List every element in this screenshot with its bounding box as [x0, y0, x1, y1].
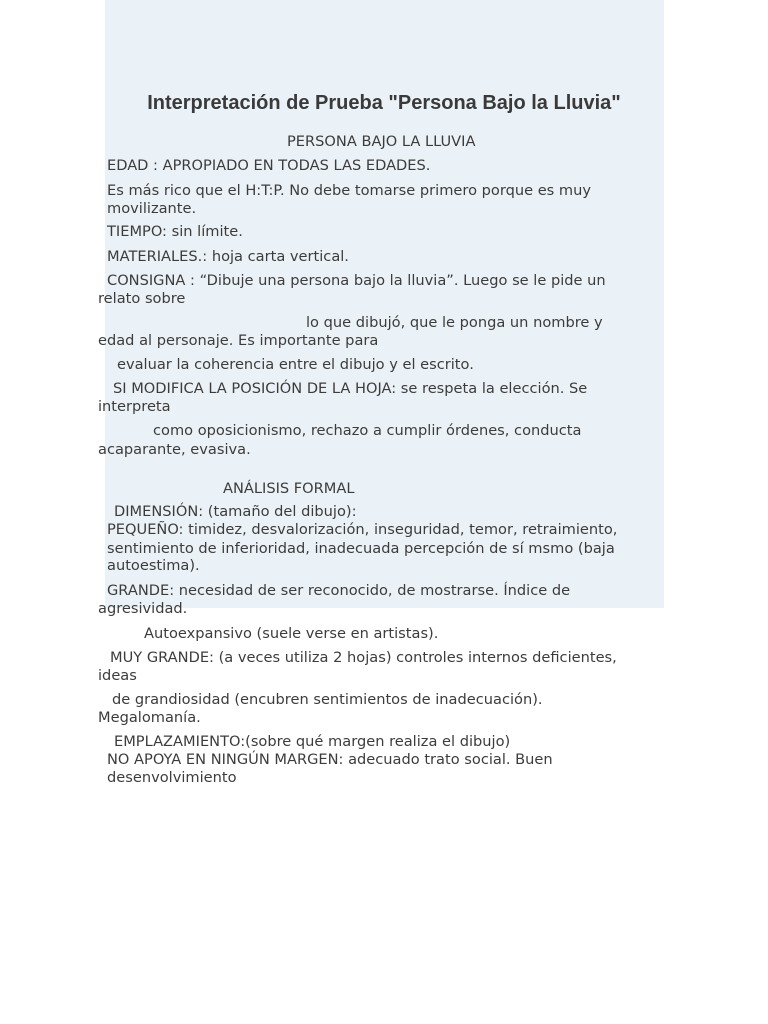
text-line: como oposicionismo, rechazo a cumplir órdenes, conducta: [153, 422, 582, 439]
text-line: interpreta: [98, 398, 171, 415]
text-line: evaluar la coherencia entre el dibujo y el escrito.: [117, 356, 474, 373]
text-line: autoestima).: [107, 557, 200, 574]
text-line: NO APOYA EN NINGÚN MARGEN: adecuado trato social. Buen: [107, 751, 553, 768]
text-line: DIMENSIÓN: (tamaño del dibujo):: [114, 503, 357, 520]
text-line: GRANDE: necesidad de ser reconocido, de mostrarse. Índice de: [107, 582, 571, 599]
text-line: acaparante, evasiva.: [98, 441, 251, 458]
text-line: EDAD : APROPIADO EN TODAS LAS EDADES.: [107, 157, 431, 174]
text-line: Megalomanía.: [98, 709, 201, 726]
section-heading: ANÁLISIS FORMAL: [223, 480, 355, 497]
text-line: lo que dibujó, que le ponga un nombre y: [306, 314, 603, 331]
text-line: SI MODIFICA LA POSICIÓN DE LA HOJA: se respeta la elección. Se: [113, 380, 588, 397]
text-line: sentimiento de inferioridad, inadecuada percepción de sí msmo (baja: [107, 540, 615, 557]
text-line: Es más rico que el H:T:P. No debe tomarse primero porque es muy: [107, 182, 592, 199]
page-title: Interpretación de Prueba "Persona Bajo la Lluvia": [147, 92, 621, 114]
text-line: ideas: [98, 667, 137, 684]
text-line: MUY GRANDE: (a veces utiliza 2 hojas) controles internos deficientes,: [110, 649, 617, 666]
text-line: desenvolvimiento: [107, 769, 237, 786]
text-line: TIEMPO: sin límite.: [107, 223, 243, 240]
text-line: movilizante.: [107, 200, 197, 217]
text-line: de grandiosidad (encubren sentimientos de inadecuación).: [112, 691, 543, 708]
text-line: Autoexpansivo (suele verse en artistas).: [144, 625, 439, 642]
text-line: EMPLAZAMIENTO:(sobre qué margen realiza el dibujo): [114, 733, 511, 750]
text-line: agresividad.: [98, 600, 188, 617]
text-line: edad al personaje. Es importante para: [98, 332, 379, 349]
text-line: MATERIALES.: hoja carta vertical.: [107, 248, 349, 265]
text-line: CONSIGNA : “Dibuje una persona bajo la lluvia”. Luego se le pide un: [107, 272, 606, 289]
text-line: PEQUEÑO: timidez, desvalorización, inseguridad, temor, retraimiento,: [107, 521, 618, 538]
section-heading: PERSONA BAJO LA LLUVIA: [287, 133, 476, 150]
text-line: relato sobre: [98, 290, 186, 307]
